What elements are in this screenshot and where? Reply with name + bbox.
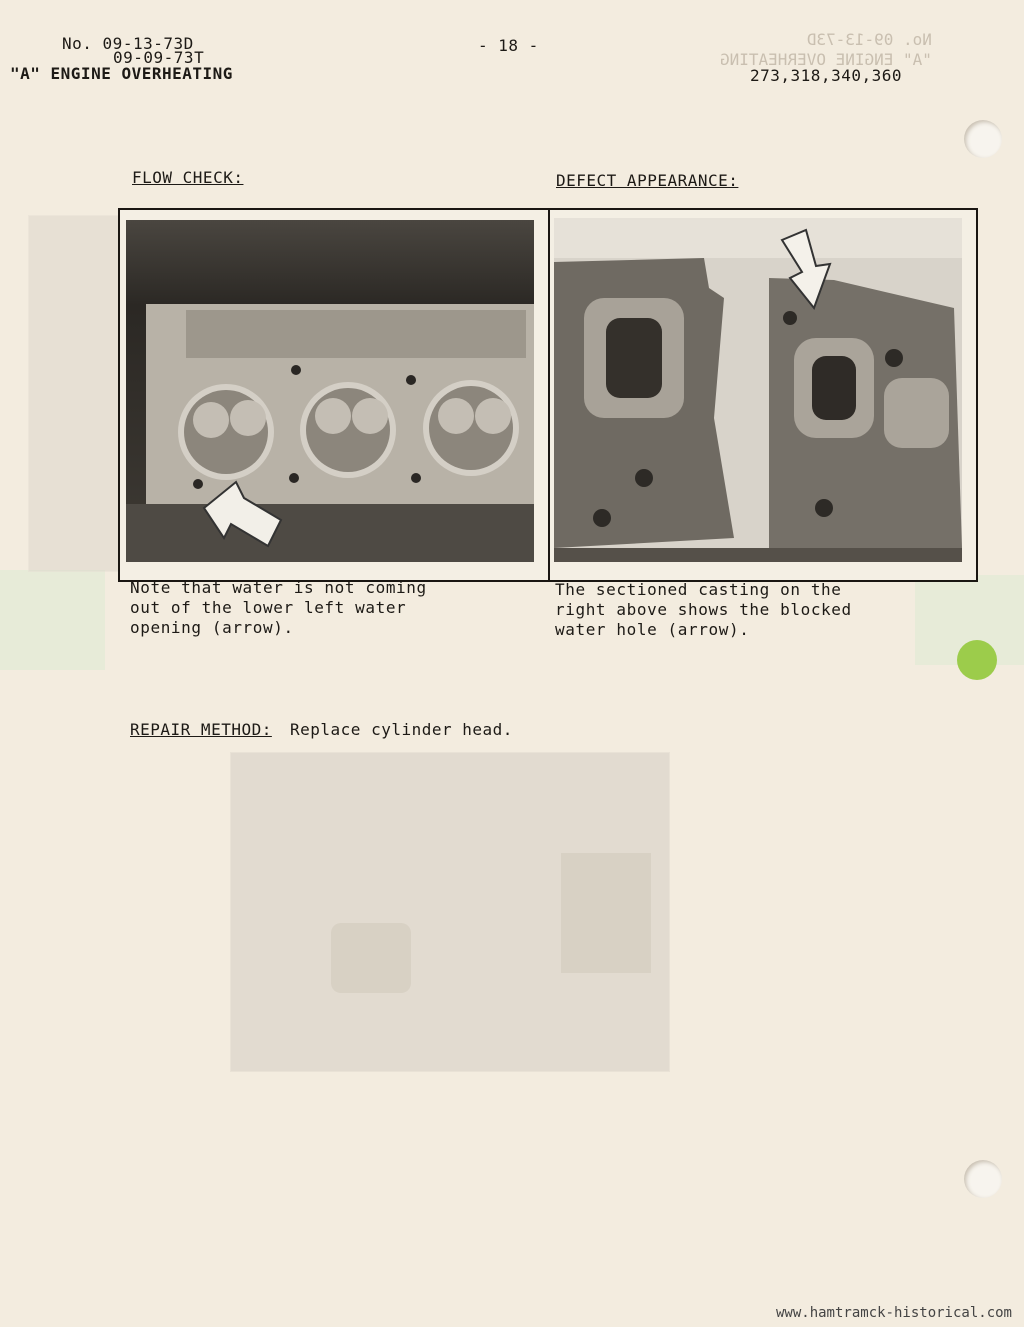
- binder-hole-top: [964, 120, 1002, 158]
- defect-caption-line-3: water hole (arrow).: [555, 620, 750, 639]
- repair-method-line: [130, 720, 513, 739]
- defect-appearance-caption: [555, 580, 852, 640]
- flow-check-caption-line-3: opening (arrow).: [130, 618, 294, 637]
- flow-check-caption: [130, 578, 427, 638]
- bleed-shape-1: [331, 923, 411, 993]
- flow-check-caption-line-1: Note that water is not coming: [130, 578, 427, 597]
- repair-method-text: Replace cylinder head.: [290, 720, 513, 739]
- repair-method-heading: REPAIR METHOD:: [130, 720, 272, 739]
- bleed-tint-left: [0, 570, 105, 670]
- green-tab-marker: [957, 640, 997, 680]
- frame-divider: [548, 210, 550, 580]
- flow-check-caption-line-2: out of the lower left water: [130, 598, 407, 617]
- flow-check-heading: FLOW CHECK:: [132, 168, 244, 187]
- engine-list: 273,318,340,360: [750, 66, 902, 85]
- doc-title: "A" ENGINE OVERHEATING: [10, 64, 233, 83]
- flow-check-photo: [126, 220, 534, 562]
- bleed-photo-center: [230, 752, 670, 1072]
- defect-caption-line-2: right above shows the blocked: [555, 600, 852, 619]
- bleed-photo-left: [28, 215, 125, 572]
- doc-number-1: 09-13-73D: [102, 34, 194, 53]
- defect-appearance-photo: [554, 218, 962, 562]
- doc-number-2: 09-09-73T: [113, 48, 205, 67]
- defect-caption-line-1: The sectioned casting on the: [555, 580, 842, 599]
- bleed-through-header: No. 09-13-73D "A" ENGINE OVERHEATING: [720, 30, 932, 69]
- bleed-shape-2: [561, 853, 651, 973]
- doc-number-prefix: No.: [62, 34, 93, 53]
- binder-hole-bottom: [964, 1160, 1002, 1198]
- source-watermark: www.hamtramck-historical.com: [772, 1303, 1016, 1323]
- page-number: - 18 -: [478, 36, 539, 55]
- defect-appearance-heading: DEFECT APPEARANCE:: [556, 171, 739, 190]
